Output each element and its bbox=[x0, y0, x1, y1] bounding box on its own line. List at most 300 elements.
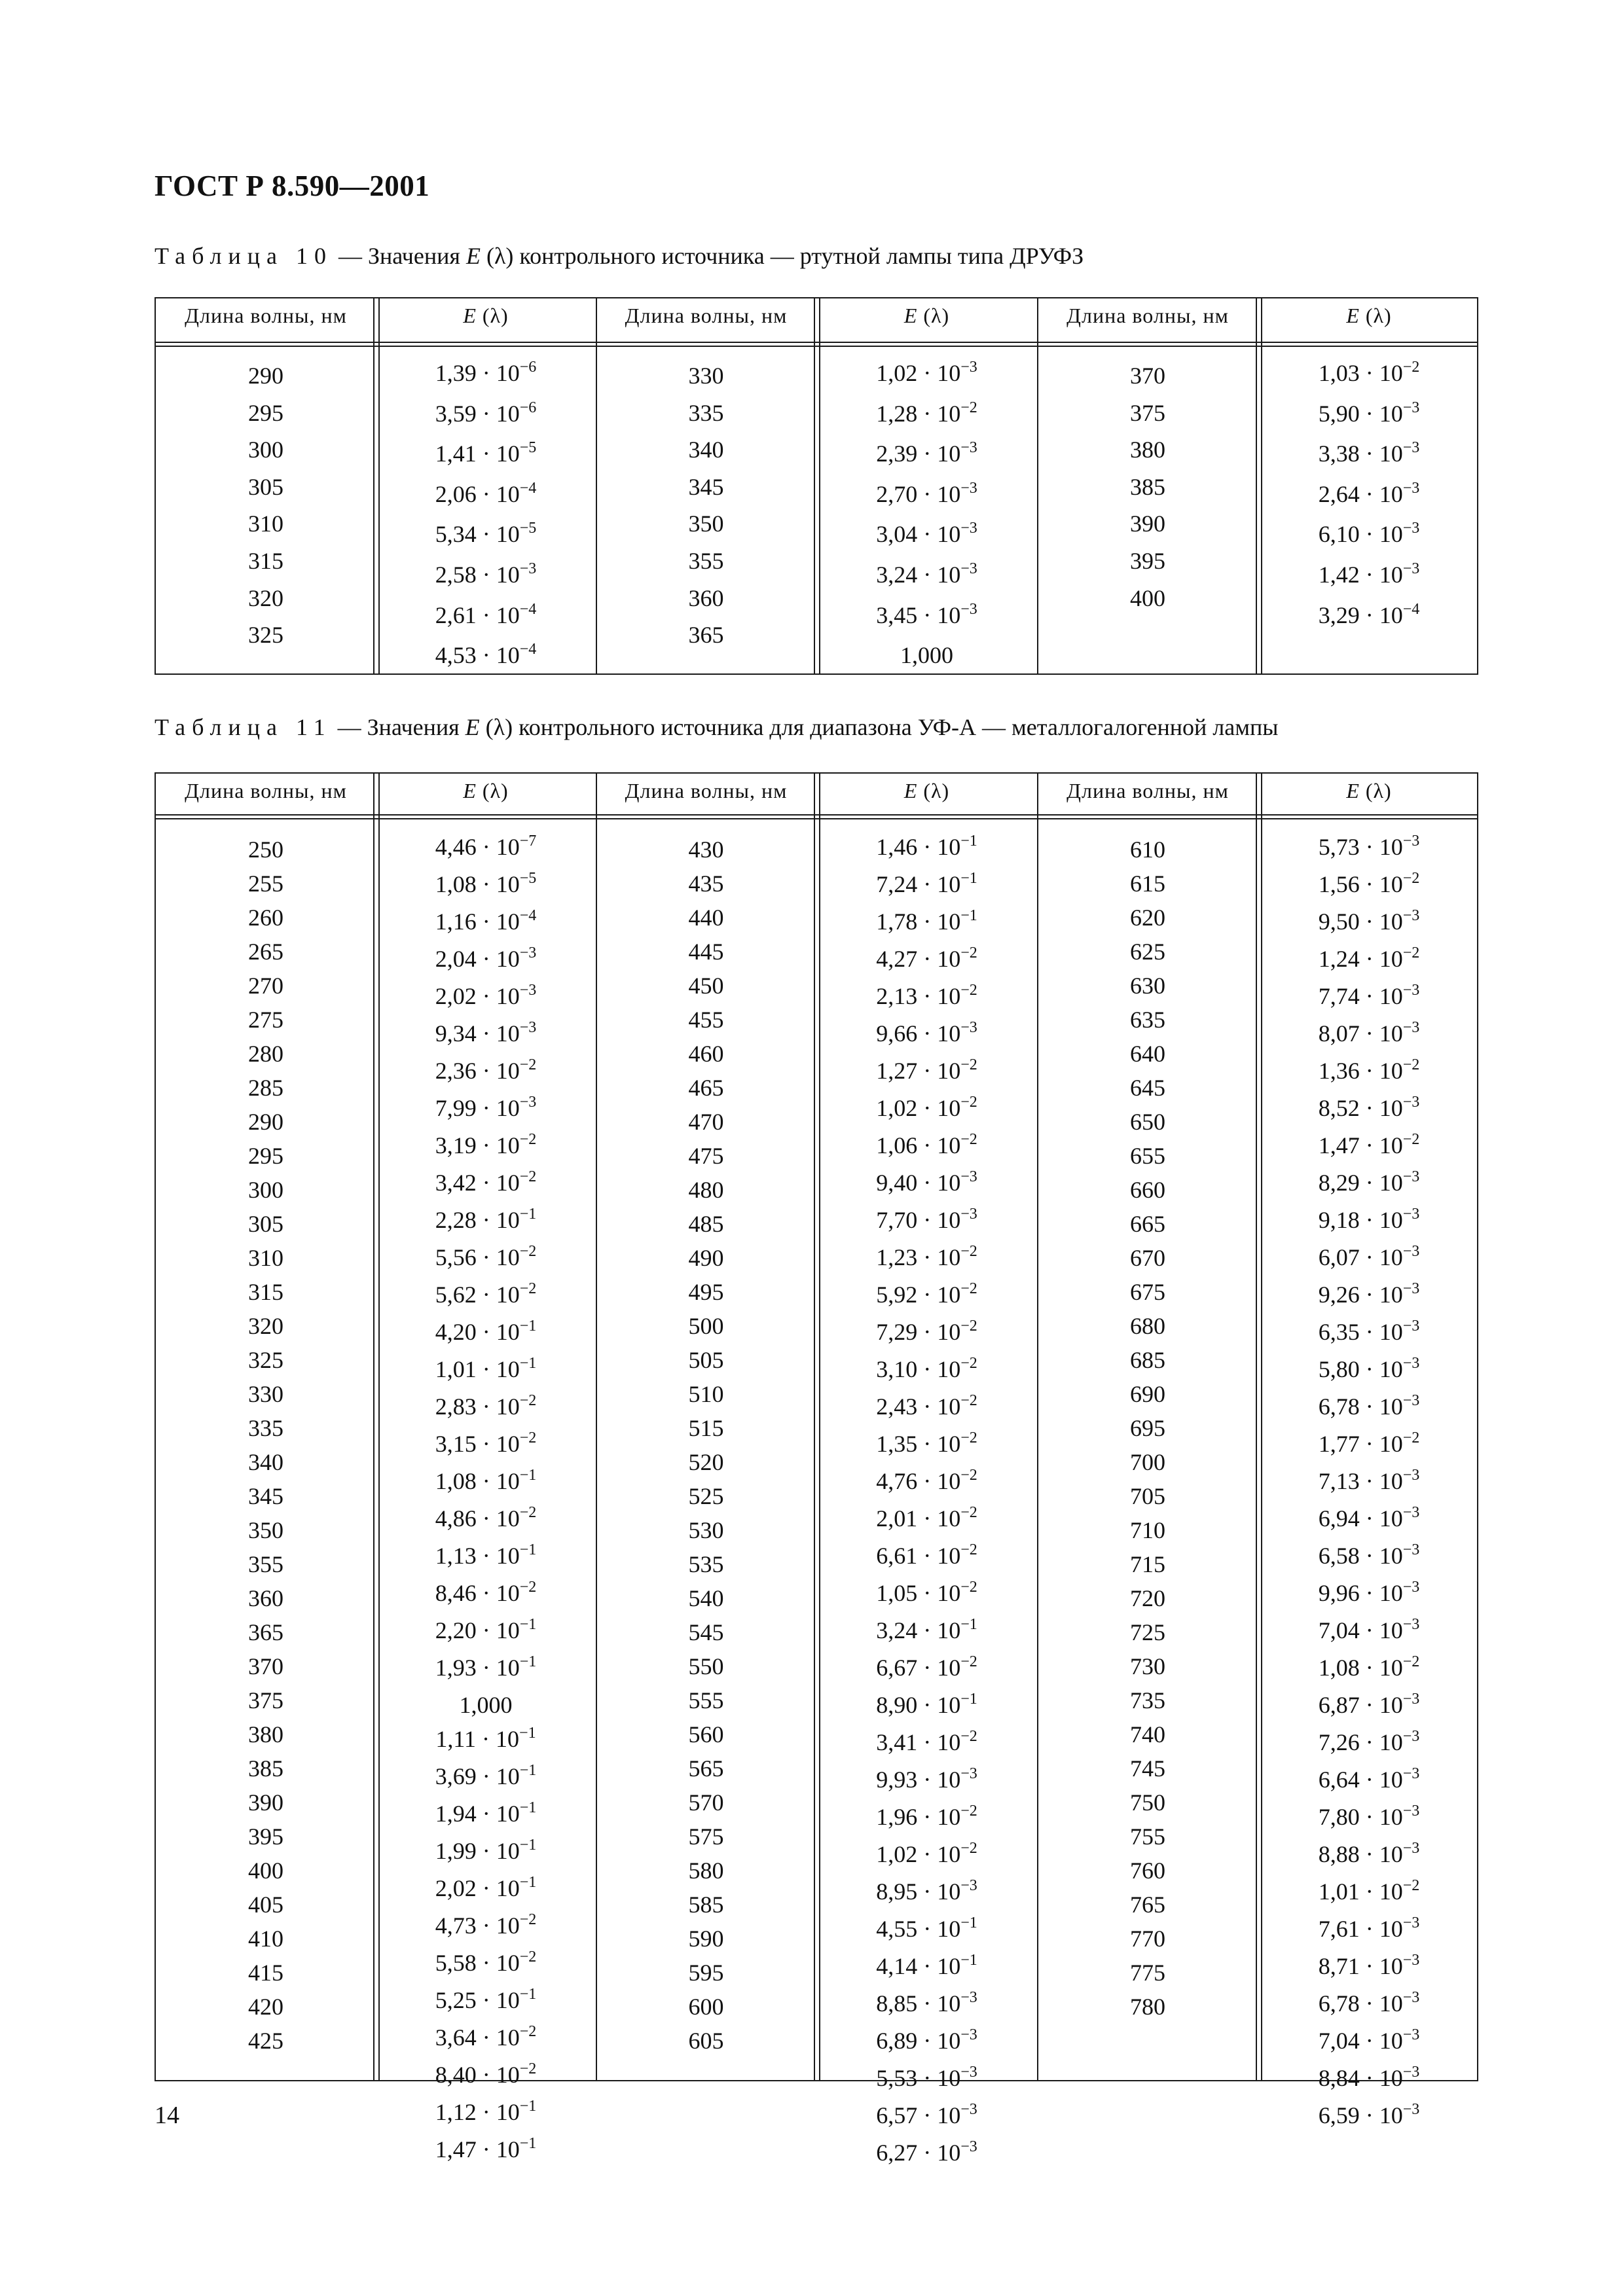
wavelength-cell: 615 bbox=[1130, 870, 1165, 897]
exponent: −2 bbox=[1402, 1056, 1420, 1073]
wavelength-column bbox=[596, 357, 816, 654]
e-lambda-cell: $2,36 \cdot 10^{-2}$ bbox=[435, 1056, 537, 1084]
exponent: −3 bbox=[960, 2101, 977, 2118]
exponent: −2 bbox=[960, 1243, 977, 1260]
caption-text-post: (λ) контрольного источника для диапазона УФ-А — металлогалогенной лампы bbox=[479, 714, 1279, 740]
e-lambda-cell: $4,27 \cdot 10^{-2}$ bbox=[876, 944, 977, 972]
e-lambda-cell: $2,64 \cdot 10^{-3}$ bbox=[1318, 479, 1420, 507]
exponent: −3 bbox=[1402, 1541, 1420, 1558]
wavelength-cell: 345 bbox=[688, 473, 724, 500]
wavelength-cell: 395 bbox=[248, 1823, 283, 1850]
exponent: −2 bbox=[519, 1243, 537, 1260]
e-lambda-cell: $8,85 \cdot 10^{-3}$ bbox=[876, 1989, 977, 2017]
exponent: −4 bbox=[1402, 600, 1420, 618]
e-lambda-cell: $5,73 \cdot 10^{-3}$ bbox=[1318, 833, 1420, 860]
exponent: −2 bbox=[519, 2023, 537, 2040]
wavelength-cell: 640 bbox=[1130, 1041, 1165, 1067]
table-10-caption bbox=[155, 242, 1084, 270]
exponent: −3 bbox=[960, 2138, 977, 2155]
exponent: −3 bbox=[1402, 1318, 1420, 1335]
wavelength-cell: 730 bbox=[1130, 1653, 1165, 1679]
wavelength-cell: 290 bbox=[248, 1109, 283, 1135]
exponent: −3 bbox=[960, 1877, 977, 1894]
exponent: −3 bbox=[1402, 833, 1420, 850]
exponent: −3 bbox=[1402, 1914, 1420, 1931]
e-lambda-cell: $1,08 \cdot 10^{-2}$ bbox=[1318, 1653, 1420, 1681]
e-lambda-cell: $5,92 \cdot 10^{-2}$ bbox=[876, 1280, 977, 1308]
exponent: −3 bbox=[1402, 2101, 1420, 2118]
e-lambda-cell: $1,96 \cdot 10^{-2}$ bbox=[876, 1803, 977, 1830]
wavelength-cell: 490 bbox=[688, 1245, 724, 1271]
exponent: −3 bbox=[1402, 1579, 1420, 1596]
e-lambda-cell: $2,02 \cdot 10^{-1}$ bbox=[435, 1874, 537, 1901]
e-lambda-cell: $4,55 \cdot 10^{-1}$ bbox=[876, 1914, 977, 1942]
wavelength-cell: 255 bbox=[248, 870, 283, 897]
e-lambda-cell: $1,46 \cdot 10^{-1}$ bbox=[876, 833, 977, 860]
exponent: −5 bbox=[519, 870, 537, 887]
exponent: −1 bbox=[519, 1206, 537, 1223]
wavelength-cell: 745 bbox=[1130, 1755, 1165, 1782]
exponent: −5 bbox=[519, 439, 537, 457]
exponent: −6 bbox=[519, 359, 537, 376]
caption-text-pre: — Значения bbox=[331, 714, 465, 740]
wavelength-cell: 735 bbox=[1130, 1687, 1165, 1713]
wavelength-column bbox=[1037, 833, 1258, 2024]
exponent: −1 bbox=[960, 1616, 977, 1633]
e-lambda-cell: $3,29 \cdot 10^{-4}$ bbox=[1318, 600, 1420, 628]
exponent: −3 bbox=[1402, 1467, 1420, 1484]
exponent: −1 bbox=[519, 1467, 537, 1484]
wavelength-cell: 360 bbox=[688, 584, 724, 611]
e-lambda-cell: $9,93 \cdot 10^{-3}$ bbox=[876, 1765, 977, 1793]
e-lambda-cell: $1,99 \cdot 10^{-1}$ bbox=[435, 1837, 537, 1864]
e-lambda-cell: $3,38 \cdot 10^{-3}$ bbox=[1318, 439, 1420, 467]
e-lambda-cell: $3,24 \cdot 10^{-3}$ bbox=[876, 560, 977, 588]
exponent: −2 bbox=[960, 1579, 977, 1596]
e-lambda-cell: $3,10 \cdot 10^{-2}$ bbox=[876, 1355, 977, 1382]
wavelength-cell: 560 bbox=[688, 1721, 724, 1748]
e-lambda-cell: $7,99 \cdot 10^{-3}$ bbox=[435, 1094, 537, 1121]
header-wavelength: Длина волны, нм bbox=[1067, 304, 1229, 327]
exponent: −3 bbox=[960, 2064, 977, 2081]
wavelength-cell: 470 bbox=[688, 1109, 724, 1135]
caption-text-post: (λ) контрольного источника — ртутной лампы типа ДРУФЗ bbox=[480, 243, 1084, 269]
e-lambda-cell: $8,88 \cdot 10^{-3}$ bbox=[1318, 1840, 1420, 1867]
header-e-lambda: E (λ) bbox=[1346, 779, 1392, 802]
exponent: −3 bbox=[1402, 1728, 1420, 1745]
exponent: −2 bbox=[519, 1056, 537, 1073]
e-lambda-cell: 1,000 bbox=[459, 1692, 513, 1718]
e-lambda-cell: $1,05 \cdot 10^{-2}$ bbox=[876, 1579, 977, 1606]
exponent: −1 bbox=[519, 2135, 537, 2152]
e-lambda-cell: $3,69 \cdot 10^{-1}$ bbox=[435, 1762, 537, 1789]
wavelength-cell: 310 bbox=[248, 1245, 283, 1271]
e-lambda-cell: $8,71 \cdot 10^{-3}$ bbox=[1318, 1952, 1420, 1979]
wavelength-cell: 495 bbox=[688, 1279, 724, 1305]
wavelength-cell: 350 bbox=[688, 511, 724, 537]
wavelength-cell: 660 bbox=[1130, 1177, 1165, 1203]
exponent: −4 bbox=[519, 479, 537, 497]
wavelength-cell: 445 bbox=[688, 939, 724, 965]
exponent: −1 bbox=[519, 2098, 537, 2115]
wavelength-cell: 325 bbox=[248, 1347, 283, 1373]
wavelength-cell: 290 bbox=[248, 363, 283, 389]
wavelength-cell: 440 bbox=[688, 905, 724, 931]
e-lambda-cell: $6,64 \cdot 10^{-3}$ bbox=[1318, 1765, 1420, 1793]
exponent: −2 bbox=[519, 1579, 537, 1596]
e-lambda-cell: $2,58 \cdot 10^{-3}$ bbox=[435, 560, 537, 588]
exponent: −2 bbox=[1402, 1131, 1420, 1148]
e-lambda-cell: $1,06 \cdot 10^{-2}$ bbox=[876, 1131, 977, 1158]
wavelength-cell: 635 bbox=[1130, 1007, 1165, 1033]
e-lambda-cell: $1,39 \cdot 10^{-6}$ bbox=[435, 359, 537, 386]
wavelength-cell: 695 bbox=[1130, 1415, 1165, 1441]
e-lambda-cell: $7,29 \cdot 10^{-2}$ bbox=[876, 1318, 977, 1345]
wavelength-cell: 515 bbox=[688, 1415, 724, 1441]
header-e-lambda: E (λ) bbox=[1346, 304, 1392, 327]
wavelength-cell: 330 bbox=[688, 363, 724, 389]
wavelength-cell: 325 bbox=[248, 622, 283, 649]
wavelength-cell: 765 bbox=[1130, 1892, 1165, 1918]
exponent: −3 bbox=[1402, 1355, 1420, 1372]
wavelength-cell: 390 bbox=[1130, 511, 1165, 537]
wavelength-cell: 655 bbox=[1130, 1143, 1165, 1169]
exponent: −3 bbox=[1402, 479, 1420, 497]
e-lambda-cell: $6,78 \cdot 10^{-3}$ bbox=[1318, 1989, 1420, 2017]
wavelength-cell: 630 bbox=[1130, 973, 1165, 999]
wavelength-cell: 320 bbox=[248, 1313, 283, 1339]
exponent: −3 bbox=[1402, 399, 1420, 416]
e-lambda-cell: $1,42 \cdot 10^{-3}$ bbox=[1318, 560, 1420, 588]
exponent: −1 bbox=[519, 1616, 537, 1633]
wavelength-cell: 520 bbox=[688, 1449, 724, 1475]
e-lambda-cell: $1,01 \cdot 10^{-1}$ bbox=[435, 1355, 537, 1382]
e-lambda-cell: $8,52 \cdot 10^{-3}$ bbox=[1318, 1094, 1420, 1121]
exponent: −3 bbox=[519, 560, 537, 577]
wavelength-cell: 340 bbox=[248, 1449, 283, 1475]
wavelength-cell: 550 bbox=[688, 1653, 724, 1679]
exponent: −2 bbox=[960, 982, 977, 999]
e-lambda-cell: $6,59 \cdot 10^{-3}$ bbox=[1318, 2101, 1420, 2128]
e-lambda-column bbox=[816, 830, 1037, 2173]
wavelength-cell: 620 bbox=[1130, 905, 1165, 931]
e-lambda-cell: $9,34 \cdot 10^{-3}$ bbox=[435, 1019, 537, 1047]
exponent: −3 bbox=[519, 1019, 537, 1036]
exponent: −2 bbox=[960, 1728, 977, 1745]
wavelength-cell: 400 bbox=[248, 1857, 283, 1884]
table-10 bbox=[155, 297, 1478, 675]
caption-label: Таблица 11 bbox=[155, 714, 332, 740]
exponent: −3 bbox=[960, 1206, 977, 1223]
exponent: −3 bbox=[1402, 1803, 1420, 1820]
exponent: −6 bbox=[519, 399, 537, 416]
exponent: −1 bbox=[960, 1952, 977, 1969]
exponent: −1 bbox=[519, 1874, 537, 1891]
wavelength-cell: 555 bbox=[688, 1687, 724, 1713]
e-lambda-cell: $2,61 \cdot 10^{-4}$ bbox=[435, 600, 537, 628]
exponent: −1 bbox=[960, 1914, 977, 1931]
e-lambda-cell: $4,53 \cdot 10^{-4}$ bbox=[435, 641, 537, 669]
wavelength-cell: 700 bbox=[1130, 1449, 1165, 1475]
header-wavelength: Длина волны, нм bbox=[185, 779, 347, 802]
exponent: −1 bbox=[519, 1653, 537, 1670]
header-e-lambda: E (λ) bbox=[903, 779, 950, 802]
exponent: −3 bbox=[960, 560, 977, 577]
exponent: −3 bbox=[1402, 1952, 1420, 1969]
exponent: −3 bbox=[1402, 439, 1420, 457]
wavelength-cell: 540 bbox=[688, 1585, 724, 1611]
e-lambda-cell: $6,67 \cdot 10^{-2}$ bbox=[876, 1653, 977, 1681]
wavelength-cell: 390 bbox=[248, 1789, 283, 1816]
e-lambda-cell: $1,28 \cdot 10^{-2}$ bbox=[876, 399, 977, 427]
exponent: −3 bbox=[960, 1765, 977, 1782]
e-lambda-cell: $1,16 \cdot 10^{-4}$ bbox=[435, 907, 537, 935]
caption-label: Таблица 10 bbox=[155, 243, 333, 269]
exponent: −3 bbox=[519, 1094, 537, 1111]
wavelength-cell: 410 bbox=[248, 1926, 283, 1952]
exponent: −1 bbox=[519, 1837, 537, 1854]
wavelength-cell: 355 bbox=[688, 547, 724, 574]
e-lambda-cell: $9,96 \cdot 10^{-3}$ bbox=[1318, 1579, 1420, 1606]
e-lambda-cell: $6,27 \cdot 10^{-3}$ bbox=[876, 2138, 977, 2166]
wavelength-column bbox=[156, 833, 376, 2058]
exponent: −3 bbox=[1402, 560, 1420, 577]
wavelength-cell: 350 bbox=[248, 1517, 283, 1543]
wavelength-cell: 385 bbox=[248, 1755, 283, 1782]
exponent: −1 bbox=[519, 1355, 537, 1372]
e-lambda-cell: $7,74 \cdot 10^{-3}$ bbox=[1318, 982, 1420, 1009]
wavelength-cell: 570 bbox=[688, 1789, 724, 1816]
e-lambda-cell: $6,78 \cdot 10^{-3}$ bbox=[1318, 1392, 1420, 1420]
e-lambda-cell: $4,86 \cdot 10^{-2}$ bbox=[435, 1504, 537, 1532]
wavelength-cell: 320 bbox=[248, 584, 283, 611]
exponent: −2 bbox=[960, 1318, 977, 1335]
e-lambda-cell: $6,61 \cdot 10^{-2}$ bbox=[876, 1541, 977, 1569]
e-lambda-cell: $6,57 \cdot 10^{-3}$ bbox=[876, 2101, 977, 2128]
e-lambda-cell: $3,64 \cdot 10^{-2}$ bbox=[435, 2023, 537, 2051]
caption-variable: E bbox=[465, 243, 481, 269]
exponent: −3 bbox=[519, 944, 537, 961]
wavelength-cell: 750 bbox=[1130, 1789, 1165, 1816]
exponent: −2 bbox=[960, 1392, 977, 1409]
e-lambda-cell: $4,46 \cdot 10^{-7}$ bbox=[435, 833, 537, 860]
e-lambda-cell: $8,84 \cdot 10^{-3}$ bbox=[1318, 2064, 1420, 2091]
wavelength-cell: 580 bbox=[688, 1857, 724, 1884]
wavelength-cell: 335 bbox=[248, 1415, 283, 1441]
wavelength-cell: 720 bbox=[1130, 1585, 1165, 1611]
e-lambda-cell: $8,95 \cdot 10^{-3}$ bbox=[876, 1877, 977, 1905]
wavelength-cell: 405 bbox=[248, 1892, 283, 1918]
wavelength-cell: 690 bbox=[1130, 1381, 1165, 1407]
e-lambda-cell: $2,43 \cdot 10^{-2}$ bbox=[876, 1392, 977, 1420]
wavelength-cell: 420 bbox=[248, 1994, 283, 2020]
wavelength-cell: 710 bbox=[1130, 1517, 1165, 1543]
e-lambda-cell: $5,56 \cdot 10^{-2}$ bbox=[435, 1243, 537, 1270]
exponent: −1 bbox=[519, 1762, 537, 1779]
header-wavelength: Длина волны, нм bbox=[625, 779, 788, 802]
e-lambda-cell: $2,01 \cdot 10^{-2}$ bbox=[876, 1504, 977, 1532]
wavelength-cell: 430 bbox=[688, 836, 724, 863]
exponent: −3 bbox=[960, 359, 977, 376]
exponent: −3 bbox=[960, 479, 977, 497]
wavelength-cell: 705 bbox=[1130, 1483, 1165, 1509]
exponent: −3 bbox=[960, 520, 977, 537]
e-lambda-cell: $6,58 \cdot 10^{-3}$ bbox=[1318, 1541, 1420, 1569]
wavelength-cell: 575 bbox=[688, 1823, 724, 1850]
exponent: −2 bbox=[1402, 944, 1420, 961]
e-lambda-cell: $6,10 \cdot 10^{-3}$ bbox=[1318, 520, 1420, 548]
e-lambda-cell: $2,04 \cdot 10^{-3}$ bbox=[435, 944, 537, 972]
e-lambda-cell: $9,50 \cdot 10^{-3}$ bbox=[1318, 907, 1420, 935]
wavelength-cell: 715 bbox=[1130, 1551, 1165, 1577]
exponent: −3 bbox=[1402, 1280, 1420, 1297]
wavelength-column bbox=[596, 833, 816, 2058]
e-lambda-cell: $7,26 \cdot 10^{-3}$ bbox=[1318, 1728, 1420, 1755]
exponent: −2 bbox=[519, 1911, 537, 1928]
wavelength-cell: 395 bbox=[1130, 547, 1165, 574]
e-lambda-cell: $2,28 \cdot 10^{-1}$ bbox=[435, 1206, 537, 1233]
e-lambda-cell: $6,94 \cdot 10^{-3}$ bbox=[1318, 1504, 1420, 1532]
wavelength-cell: 265 bbox=[248, 939, 283, 965]
e-lambda-cell: $5,25 \cdot 10^{-1}$ bbox=[435, 1986, 537, 2013]
e-lambda-cell: $8,07 \cdot 10^{-3}$ bbox=[1318, 1019, 1420, 1047]
wavelength-cell: 485 bbox=[688, 1211, 724, 1237]
e-lambda-cell: $1,93 \cdot 10^{-1}$ bbox=[435, 1653, 537, 1681]
wavelength-cell: 385 bbox=[1130, 473, 1165, 500]
wavelength-cell: 605 bbox=[688, 2028, 724, 2054]
wavelength-cell: 425 bbox=[248, 2028, 283, 2054]
wavelength-cell: 525 bbox=[688, 1483, 724, 1509]
wavelength-cell: 375 bbox=[1130, 399, 1165, 426]
wavelength-cell: 340 bbox=[688, 437, 724, 463]
exponent: −2 bbox=[960, 1840, 977, 1857]
wavelength-cell: 295 bbox=[248, 399, 283, 426]
exponent: −2 bbox=[519, 1280, 537, 1297]
e-lambda-cell: $1,41 \cdot 10^{-5}$ bbox=[435, 439, 537, 467]
exponent: −1 bbox=[519, 1986, 537, 2003]
e-lambda-cell: $1,47 \cdot 10^{-2}$ bbox=[1318, 1131, 1420, 1158]
e-lambda-cell: $5,53 \cdot 10^{-3}$ bbox=[876, 2064, 977, 2091]
wavelength-cell: 280 bbox=[248, 1041, 283, 1067]
exponent: −2 bbox=[960, 1653, 977, 1670]
header-e-lambda: E (λ) bbox=[463, 304, 509, 327]
wavelength-cell: 365 bbox=[688, 622, 724, 649]
exponent: −2 bbox=[960, 1467, 977, 1484]
wavelength-cell: 260 bbox=[248, 905, 283, 931]
wavelength-cell: 530 bbox=[688, 1517, 724, 1543]
header-e-lambda: E (λ) bbox=[903, 304, 950, 327]
exponent: −3 bbox=[960, 1168, 977, 1185]
exponent: −2 bbox=[1402, 1653, 1420, 1670]
wavelength-cell: 375 bbox=[248, 1687, 283, 1713]
header-wavelength: Длина волны, нм bbox=[625, 304, 788, 327]
wavelength-cell: 295 bbox=[248, 1143, 283, 1169]
e-lambda-cell: $2,20 \cdot 10^{-1}$ bbox=[435, 1616, 537, 1643]
exponent: −2 bbox=[1402, 1877, 1420, 1894]
wavelength-cell: 480 bbox=[688, 1177, 724, 1203]
wavelength-cell: 380 bbox=[1130, 437, 1165, 463]
exponent: −3 bbox=[1402, 1019, 1420, 1036]
e-lambda-cell: $3,24 \cdot 10^{-1}$ bbox=[876, 1616, 977, 1643]
e-lambda-cell: $5,80 \cdot 10^{-3}$ bbox=[1318, 1355, 1420, 1382]
exponent: −3 bbox=[1402, 1168, 1420, 1185]
exponent: −3 bbox=[960, 2026, 977, 2043]
e-lambda-cell: $1,08 \cdot 10^{-5}$ bbox=[435, 870, 537, 897]
exponent: −2 bbox=[519, 1504, 537, 1521]
exponent: −4 bbox=[519, 907, 537, 924]
exponent: −5 bbox=[519, 520, 537, 537]
wavelength-cell: 510 bbox=[688, 1381, 724, 1407]
wavelength-cell: 370 bbox=[248, 1653, 283, 1679]
e-lambda-cell: $1,94 \cdot 10^{-1}$ bbox=[435, 1799, 537, 1827]
exponent: −2 bbox=[960, 1131, 977, 1148]
e-lambda-cell: $7,24 \cdot 10^{-1}$ bbox=[876, 870, 977, 897]
exponent: −3 bbox=[1402, 2026, 1420, 2043]
e-lambda-cell: $2,70 \cdot 10^{-3}$ bbox=[876, 479, 977, 507]
wavelength-cell: 685 bbox=[1130, 1347, 1165, 1373]
table-11 bbox=[155, 772, 1478, 2166]
e-lambda-cell: $5,90 \cdot 10^{-3}$ bbox=[1318, 399, 1420, 427]
exponent: −3 bbox=[1402, 1392, 1420, 1409]
e-lambda-cell: $4,73 \cdot 10^{-2}$ bbox=[435, 1911, 537, 1939]
wavelength-cell: 670 bbox=[1130, 1245, 1165, 1271]
e-lambda-cell: $2,83 \cdot 10^{-2}$ bbox=[435, 1392, 537, 1420]
exponent: −3 bbox=[1402, 1094, 1420, 1111]
exponent: −2 bbox=[960, 1504, 977, 1521]
exponent: −2 bbox=[519, 1168, 537, 1185]
e-lambda-cell: $5,58 \cdot 10^{-2}$ bbox=[435, 1948, 537, 1976]
wavelength-cell: 285 bbox=[248, 1075, 283, 1101]
e-lambda-cell: $1,11 \cdot 10^{-1}$ bbox=[435, 1725, 536, 1752]
e-lambda-cell: $1,23 \cdot 10^{-2}$ bbox=[876, 1243, 977, 1270]
exponent: −2 bbox=[960, 399, 977, 416]
wavelength-cell: 475 bbox=[688, 1143, 724, 1169]
e-lambda-cell: $5,62 \cdot 10^{-2}$ bbox=[435, 1280, 537, 1308]
e-lambda-cell: $3,42 \cdot 10^{-2}$ bbox=[435, 1168, 537, 1196]
e-lambda-cell: $8,29 \cdot 10^{-3}$ bbox=[1318, 1168, 1420, 1196]
exponent: −2 bbox=[519, 2060, 537, 2077]
caption-text-pre: — Значения bbox=[332, 243, 466, 269]
exponent: −3 bbox=[1402, 1989, 1420, 2006]
exponent: −2 bbox=[960, 1803, 977, 1820]
exponent: −2 bbox=[1402, 1429, 1420, 1446]
wavelength-cell: 760 bbox=[1130, 1857, 1165, 1884]
wavelength-cell: 505 bbox=[688, 1347, 724, 1373]
e-lambda-cell: $3,59 \cdot 10^{-6}$ bbox=[435, 399, 537, 427]
exponent: −3 bbox=[1402, 1616, 1420, 1633]
exponent: −3 bbox=[1402, 1691, 1420, 1708]
exponent: −2 bbox=[960, 1280, 977, 1297]
wavelength-cell: 545 bbox=[688, 1619, 724, 1645]
wavelength-cell: 645 bbox=[1130, 1075, 1165, 1101]
e-lambda-cell: $4,20 \cdot 10^{-1}$ bbox=[435, 1318, 537, 1345]
wavelength-cell: 740 bbox=[1130, 1721, 1165, 1748]
exponent: −3 bbox=[1402, 1765, 1420, 1782]
exponent: −3 bbox=[1402, 982, 1420, 999]
e-lambda-cell: $1,56 \cdot 10^{-2}$ bbox=[1318, 870, 1420, 897]
exponent: −3 bbox=[1402, 1840, 1420, 1857]
exponent: −2 bbox=[960, 1094, 977, 1111]
exponent: −2 bbox=[960, 1541, 977, 1558]
exponent: −4 bbox=[519, 641, 537, 658]
exponent: −2 bbox=[519, 1131, 537, 1148]
wavelength-cell: 565 bbox=[688, 1755, 724, 1782]
exponent: −3 bbox=[519, 982, 537, 999]
e-lambda-cell: $3,45 \cdot 10^{-3}$ bbox=[876, 600, 977, 628]
exponent: −2 bbox=[1402, 870, 1420, 887]
e-lambda-cell: $4,14 \cdot 10^{-1}$ bbox=[876, 1952, 977, 1979]
e-lambda-cell: $7,04 \cdot 10^{-3}$ bbox=[1318, 1616, 1420, 1643]
